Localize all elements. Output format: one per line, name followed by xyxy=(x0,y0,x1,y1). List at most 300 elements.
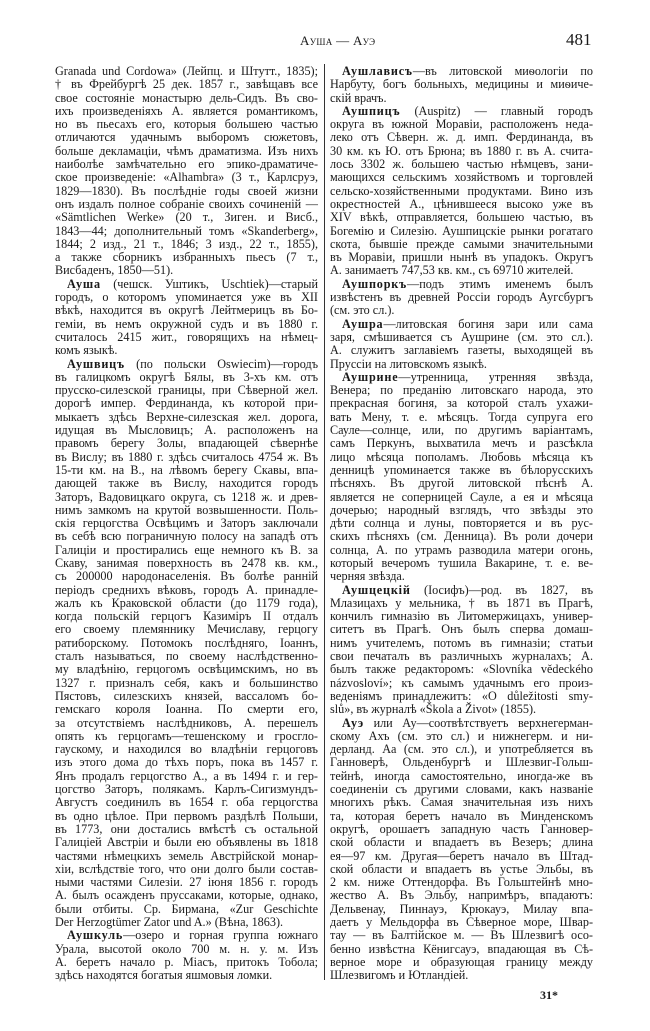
line-text: (см. это сл.). xyxy=(330,303,395,318)
line-text: (по польски Oswiecim)—городъ xyxy=(124,356,318,371)
text-line xyxy=(330,517,593,530)
line-text: нимъ замкомъ на крутой возвышенности. Поль- xyxy=(55,502,318,517)
line-text: считалось 2415 жит., говорящихъ на нѣмец- xyxy=(55,329,318,344)
line-text: му владѣнію, герцогомъ освѣцимскимъ, но въ xyxy=(55,662,318,677)
line-text: вать Мену, т. е. мѣсяцъ. Тогда супруга его xyxy=(330,409,593,424)
text-line xyxy=(330,504,593,517)
text-line xyxy=(55,278,318,291)
line-text: Галиціи и простирались еще немного къ В. за xyxy=(55,542,318,557)
text-line xyxy=(330,929,593,942)
running-title: Ауша — Ауэ xyxy=(300,33,376,48)
text-line xyxy=(330,437,593,450)
line-text: та, которая беретъ начало въ Минденскомъ xyxy=(330,808,593,823)
text-line xyxy=(55,584,318,597)
dictionary-entry xyxy=(330,105,593,278)
text-line xyxy=(55,504,318,517)
text-line xyxy=(55,92,318,105)
text-line xyxy=(330,677,593,690)
text-line xyxy=(55,650,318,663)
line-text: 1829—1830). Въ послѣдніе годы своей жизни xyxy=(55,183,318,198)
line-text: свое состояніе монастырю дель-Сидъ. Въ сво- xyxy=(55,90,318,105)
text-line xyxy=(55,118,318,131)
line-text: въ Вислу; въ 1880 г. здѣсь считалось 4754 ж. Въ xyxy=(55,449,318,464)
line-text: ными частями Силезіи. 27 іюня 1856 г. городъ xyxy=(55,875,318,890)
line-text: Сауле—солнце, или, по другимъ варіантамъ, xyxy=(330,423,593,438)
line-text: комъ языкѣ. xyxy=(55,343,118,358)
line-text: Янъ продалъ герцогство А., а въ 1494 г. и гер- xyxy=(55,768,318,783)
line-text: Венера; по преданію литовскаго народа, это xyxy=(330,383,593,398)
text-line xyxy=(55,158,318,171)
entry-headword: Аушрине xyxy=(342,369,399,384)
text-line xyxy=(330,623,593,636)
text-line xyxy=(330,105,593,118)
line-text: гаускому, и находился во владѣніи герцоговъ xyxy=(55,742,318,757)
line-text: гемскаго короля Іоанна. По смерти его, xyxy=(55,702,318,717)
text-line xyxy=(55,730,318,743)
line-text: názvosloví»; къ самымъ удачнымъ его произ- xyxy=(330,675,593,690)
line-text: въ 1773, они достались вмѣстѣ съ остальной xyxy=(55,821,318,836)
line-text: скота, бывшіе прежде самыми значительными xyxy=(330,236,593,251)
text-line xyxy=(55,331,318,344)
line-text: многихъ рѣкъ. Самая значительная изъ нихъ xyxy=(330,795,593,810)
line-text: жество А. Въ Эльбу, напримѣръ, впадаютъ: xyxy=(330,888,593,903)
text-line xyxy=(330,238,593,251)
line-text: за отсутствіемъ наслѣдниковъ, А. перешелъ xyxy=(55,715,318,730)
text-line xyxy=(330,969,593,982)
printer-signature: 31* xyxy=(540,988,558,1002)
line-text: тейнѣ, иногда самостоятельно, иногда-же въ xyxy=(330,768,593,783)
line-text: были отбиты. Ср. Бирмана, «Zur Geschichte xyxy=(55,901,318,916)
line-text: скій врачъ. xyxy=(330,90,387,105)
text-line xyxy=(330,956,593,969)
text-line xyxy=(330,730,593,743)
text-line xyxy=(330,796,593,809)
text-line xyxy=(330,823,593,836)
text-line xyxy=(330,344,593,357)
text-line xyxy=(55,916,318,929)
line-text: сталъ называться, по своему наслѣдственно- xyxy=(55,649,318,664)
line-text: А. былъ осажденъ пруссаками, которые, однако, xyxy=(55,888,318,903)
line-text: вѣкѣ, находится въ округѣ Лейтмерицъ въ Бо- xyxy=(55,303,318,318)
text-line xyxy=(330,943,593,956)
line-text: Пруссіи на литовскомъ языкѣ. xyxy=(330,356,487,371)
text-line xyxy=(330,92,593,105)
line-text: дерланд. Аа (см. это сл.), и употребляется въ xyxy=(330,742,593,757)
line-text: Богемію и Силезію. Аушпицскіе рынки рогатаго xyxy=(330,223,593,238)
text-line xyxy=(55,690,318,703)
dictionary-entry xyxy=(55,358,318,930)
line-text: Висбаденъ, 1850—51). xyxy=(55,263,174,278)
text-line xyxy=(55,65,318,78)
text-line xyxy=(55,264,318,277)
text-line xyxy=(55,677,318,690)
column-divider xyxy=(324,64,325,980)
text-line xyxy=(330,610,593,623)
text-line xyxy=(330,863,593,876)
line-text: —озеро и горная группа южнаго xyxy=(123,928,318,943)
line-text: † въ Фрейбургѣ 25 дек. 1857 г., завѣщавъ все xyxy=(55,77,318,92)
line-text: солнца, А. по утрамъ разводила матери огонь, xyxy=(330,542,593,557)
line-text: —литовская богиня зари или сама xyxy=(383,316,593,331)
text-line xyxy=(55,623,318,636)
line-text: окрестностей А., цѣнившееся высоко уже въ xyxy=(330,196,593,211)
text-line xyxy=(55,557,318,570)
text-line xyxy=(330,251,593,264)
text-line xyxy=(330,331,593,344)
text-line xyxy=(330,278,593,291)
line-text: въ Моравіи, пришли нынѣ въ упадокъ. Округъ xyxy=(330,250,593,265)
line-text: даетъ у Мельдорфа въ Сѣверное море, Швар- xyxy=(330,915,593,929)
line-text: лицо мѣсяца пополамъ. Любовь мѣсяца къ xyxy=(330,449,593,464)
text-line xyxy=(330,491,593,504)
line-text: въ себѣ всю пограничную полосу на западѣ отъ xyxy=(55,529,318,544)
entry-headword: Аушпоркъ xyxy=(342,276,407,291)
text-line xyxy=(55,211,318,224)
text-line xyxy=(55,477,318,490)
text-line xyxy=(55,171,318,184)
line-text: наиболѣе замѣчательно его эпико-драматиче- xyxy=(55,157,318,172)
text-line xyxy=(55,344,318,357)
line-text: или Ау—соотвѣтствуетъ верхнегерман- xyxy=(363,715,593,730)
text-line xyxy=(55,464,318,477)
text-line xyxy=(330,464,593,477)
line-text: А. занимаетъ 747,53 кв. км., съ 69710 жителей. xyxy=(330,263,574,278)
entry-headword: Аушра xyxy=(342,316,384,331)
text-line xyxy=(55,251,318,264)
text-line xyxy=(330,544,593,557)
text-line xyxy=(330,903,593,916)
line-text: А. служитъ заглавіемъ газеты, выходящей въ xyxy=(330,343,593,358)
line-text: —въ литовской миѳологіи по xyxy=(412,64,593,78)
text-line xyxy=(55,225,318,238)
left-column xyxy=(55,65,318,982)
text-line xyxy=(330,78,593,91)
line-text: Млазицахъ у мельника, † въ 1871 въ Прагѣ, xyxy=(330,595,593,610)
line-text: самъ Перкунъ, выхватила мечъ и разсѣкла xyxy=(330,436,593,451)
text-line xyxy=(330,384,593,397)
dictionary-entry xyxy=(55,929,318,982)
text-line xyxy=(55,783,318,796)
line-text: дочерью; народный взглядъ, что звѣзды это xyxy=(330,502,593,517)
line-text: тау — въ Балтійское м. — Въ Шлезвигѣ осо- xyxy=(330,928,593,943)
text-line xyxy=(330,650,593,663)
line-text: онъ издалъ полное собраніе своихъ сочиненій — xyxy=(55,196,318,211)
line-text: Скаву, занимая поверхность въ 2478 кв. км., xyxy=(55,555,318,570)
line-text: сельско-хозяйственными продуктами. Вино изъ xyxy=(330,183,593,198)
line-text: ихъ произведеніяхъ А. является романтикомъ, xyxy=(55,103,318,118)
line-text: когда польскій герцогъ Казиміръ II отдалъ xyxy=(55,609,318,624)
dictionary-entry xyxy=(55,278,318,358)
line-text: частями нѣмецкихъ земель Австрійской монар- xyxy=(55,848,318,863)
text-line xyxy=(330,570,593,583)
text-line xyxy=(330,131,593,144)
line-text: мыкаетъ здѣсь Верхне-силезская жел. дорога, xyxy=(55,409,318,424)
text-line xyxy=(330,185,593,198)
entry-headword: Аушвицъ xyxy=(67,356,125,371)
text-line xyxy=(55,903,318,916)
text-line xyxy=(55,198,318,211)
text-line xyxy=(55,823,318,836)
line-text: бенно извѣстна Кёнигсауэ, впадающая въ Сѣ- xyxy=(330,941,593,956)
line-text: (Іосифъ)—род. въ 1827, въ xyxy=(410,582,593,597)
text-line xyxy=(330,318,593,331)
line-text: пѣсняхъ. Въ другой литовской пѣснѣ А. xyxy=(330,476,593,491)
text-line xyxy=(55,131,318,144)
line-text: Der Herzogtümer Zator und A.» (Вѣна, 1863). xyxy=(55,915,284,929)
text-line xyxy=(330,557,593,570)
text-line xyxy=(330,358,593,371)
line-text: Галиціей Австріи и были ею объявлены въ 1818 xyxy=(55,835,318,850)
line-text: А. беретъ начало р. Міасъ, притокъ Тобола; xyxy=(55,954,318,969)
line-text: здѣсь находятся богатыя яшмовыя ломки. xyxy=(55,968,273,983)
text-line xyxy=(330,304,593,317)
entry-headword: Ауэ xyxy=(342,715,364,730)
text-line xyxy=(330,451,593,464)
line-text: округѣ, орошаетъ западную часть Ганновер- xyxy=(330,821,593,836)
text-line xyxy=(330,703,593,716)
text-line xyxy=(55,836,318,849)
text-line xyxy=(55,491,318,504)
line-text: Пястовъ, силезскихъ князей, вассаломъ бо- xyxy=(55,688,318,703)
line-text: жалъ къ Краковской области (до 1179 года), xyxy=(55,595,318,610)
text-line xyxy=(55,796,318,809)
line-text: скихъ пѣсняхъ (см. Денница). Въ роли дочери xyxy=(330,529,593,544)
line-text: Урала, высотой около 700 м. н. у. м. Изъ xyxy=(55,941,318,956)
line-text: черняя звѣзда. xyxy=(330,569,405,584)
text-line xyxy=(330,916,593,929)
text-line xyxy=(55,78,318,91)
line-text: геміи, въ немъ окружной судъ и въ 1880 г. xyxy=(55,316,318,331)
text-line xyxy=(55,610,318,623)
text-line xyxy=(55,318,318,331)
dictionary-entry xyxy=(330,371,593,584)
text-line xyxy=(330,889,593,902)
line-text: идущая въ Мысловицъ; А. расположенъ на xyxy=(55,423,318,438)
text-line xyxy=(330,171,593,184)
line-text: скія герцогства Освѣцимъ и Заторъ заключали xyxy=(55,516,318,531)
text-line xyxy=(330,783,593,796)
text-line xyxy=(330,477,593,490)
text-line xyxy=(330,158,593,171)
line-text: дѣти солнца и луны, повторяется и въ рус- xyxy=(330,516,593,531)
line-text: Заторъ, Вадовицкаго округа, съ 1218 ж. и древ- xyxy=(55,489,318,504)
line-text: денницѣ упоминается также въ бѣлорусскихъ xyxy=(330,462,593,477)
line-text: въ одно цѣлое. При первомъ раздѣлѣ Польши, xyxy=(55,808,318,823)
entry-continuation xyxy=(55,65,318,278)
text-line xyxy=(55,397,318,410)
text-line xyxy=(55,437,318,450)
line-text: опять къ герцогамъ—тешенскому и гросгло- xyxy=(55,728,318,743)
line-text: Августъ соединилъ въ 1654 г. оба герцогства xyxy=(55,795,318,810)
line-text: 1844; 2 изд., 21 т., 1846; 3 изд., 22 т., 1855), xyxy=(55,236,318,251)
text-line xyxy=(55,371,318,384)
text-line xyxy=(330,743,593,756)
line-text: мающихся сельскимъ хозяйствомъ и торговлей xyxy=(330,170,593,185)
line-text: верное море и образующая границу между xyxy=(330,954,593,969)
text-line xyxy=(55,384,318,397)
text-line xyxy=(330,584,593,597)
text-line xyxy=(55,145,318,158)
line-text: заря, смѣшивается съ Аушрине (см. это сл.). xyxy=(330,329,593,344)
text-line xyxy=(55,703,318,716)
line-text: правомъ берегу Золы, впадающей сѣвернѣе xyxy=(55,436,318,451)
line-text: соединеніи съ другими словами, какъ названіе xyxy=(330,782,593,797)
line-text: дорогѣ импер. Фердинанда, къ которой при- xyxy=(55,396,318,411)
text-line xyxy=(330,424,593,437)
dictionary-entry xyxy=(330,65,593,105)
line-text: прекрасная богиня, за которой сталъ ухажи- xyxy=(330,396,593,411)
text-line xyxy=(55,238,318,251)
text-line xyxy=(55,637,318,650)
text-line xyxy=(330,397,593,410)
text-line xyxy=(55,663,318,676)
text-line xyxy=(330,291,593,304)
text-line xyxy=(330,198,593,211)
line-text: свои печаталъ въ различныхъ журналахъ; А. xyxy=(330,649,593,664)
text-line xyxy=(55,451,318,464)
line-text: отличаются удачнымъ выборомъ сюжетовъ, xyxy=(55,130,318,145)
line-text: 15-ти км. на В., на лѣвомъ берегу Скавы, впа- xyxy=(55,462,318,477)
line-text: прусско-силезской границы, при Сѣверной жел. xyxy=(55,383,318,398)
text-line xyxy=(55,358,318,371)
text-line xyxy=(55,570,318,583)
page-number: 481 xyxy=(566,30,592,49)
dictionary-entry xyxy=(330,717,593,983)
line-text: больше декламаціи, чѣмъ драматизма. Изъ нихъ xyxy=(55,143,318,158)
text-line xyxy=(55,291,318,304)
line-text: «Sämtlichen Werke» (20 т., Зиген. и Висб., xyxy=(55,210,318,225)
line-text: городъ, о которомъ упоминается уже въ XII xyxy=(55,290,318,305)
line-text: а также сборникъ избранныхъ пьесъ (7 т., xyxy=(55,250,318,265)
line-text: хіи, вслѣдствіе того, что они долго были состав- xyxy=(55,861,318,876)
line-text: дающей также въ Вислу, находится городъ xyxy=(55,476,318,491)
text-line xyxy=(55,810,318,823)
text-line xyxy=(55,756,318,769)
text-line xyxy=(330,770,593,783)
text-line xyxy=(55,943,318,956)
line-text: XIV вѣкѣ, отправляется, большею частью, въ xyxy=(330,210,593,225)
entry-headword: Ауша xyxy=(67,276,101,291)
line-text: —утренница, утренняя звѣзда, xyxy=(398,369,593,384)
text-line xyxy=(330,756,593,769)
text-line xyxy=(55,876,318,889)
entry-headword: Аушцецкій xyxy=(342,582,411,597)
text-line xyxy=(55,424,318,437)
text-line xyxy=(55,304,318,317)
dictionary-entry xyxy=(330,584,593,717)
text-line xyxy=(55,185,318,198)
line-text: лось 3302 ж. большею частью нѣмцевъ, зани- xyxy=(330,157,593,172)
line-text: ской области и впадаетъ въ устье Эльбы, въ xyxy=(330,861,593,876)
text-line xyxy=(330,118,593,131)
line-text: 1327 г. призналъ себя, какъ и большинство xyxy=(55,675,318,690)
text-line xyxy=(330,836,593,849)
line-text: ское произведеніе: «Alhambra» (3 т., Карлсруэ, xyxy=(55,170,318,185)
running-head xyxy=(0,30,650,53)
text-line xyxy=(330,530,593,543)
text-line xyxy=(55,863,318,876)
line-text: цогство Заторъ, полякамъ. Карлъ-Сигизмундъ- xyxy=(55,782,318,797)
line-text: періодъ среднихъ вѣковъ, городъ А. принадле- xyxy=(55,582,318,597)
text-line xyxy=(330,810,593,823)
text-line xyxy=(55,517,318,530)
line-text: леко отъ Сѣверн. ж. д. имп. Фердинанда, въ xyxy=(330,130,593,145)
entry-headword: Аушлависъ xyxy=(342,64,413,78)
line-text: ратиборскому. Потомокъ послѣдняго, Іоаннъ, xyxy=(55,635,318,650)
text-line xyxy=(55,105,318,118)
line-text: slů», въ журналѣ «Škola a Život» (1855). xyxy=(330,702,537,717)
text-line xyxy=(55,717,318,730)
text-line xyxy=(330,145,593,158)
line-text: Дельвенау, Пиннауэ, Крюкауэ, Милау впа- xyxy=(330,901,593,916)
entry-headword: Аушкуль xyxy=(67,928,124,943)
line-text: веденіямъ принадлежитъ: «O důležitosti smy- xyxy=(330,688,593,703)
line-text: изъ этого дома до тѣхъ поръ, пока въ 1457 г. xyxy=(55,755,318,770)
right-column xyxy=(330,65,593,982)
text-line xyxy=(330,876,593,889)
text-line xyxy=(330,264,593,277)
line-text: Granada und Cordowa» (Лейпц. и Штутт., 1835); xyxy=(55,64,318,78)
line-text: 30 км. къ Ю. отъ Брюна; въ 1880 г. въ А. счита- xyxy=(330,143,593,158)
text-line xyxy=(330,597,593,610)
line-text: но въ пьесахъ его, которыя большею частью xyxy=(55,117,318,132)
entry-headword: Аушпицъ xyxy=(342,103,401,118)
text-line xyxy=(55,544,318,557)
text-line xyxy=(330,211,593,224)
text-line xyxy=(55,530,318,543)
line-text: его своему племяннику Мечиславу, герцогу xyxy=(55,622,318,637)
line-text: (Auspitz) — главный городъ xyxy=(400,103,593,118)
text-line xyxy=(55,411,318,424)
line-text: который вечеромъ тушила Вакарине, т. е. ве- xyxy=(330,555,593,570)
text-line xyxy=(55,770,318,783)
line-text: 1843—44; дополнительный томъ «Skanderberg», xyxy=(55,223,318,238)
line-text: ской области и впадаетъ въ Везеръ; длина xyxy=(330,835,593,850)
dictionary-entry xyxy=(330,318,593,371)
text-line xyxy=(330,717,593,730)
line-text: нимъ учителемъ, потомъ въ гимназіи; статьи xyxy=(330,635,593,650)
text-line xyxy=(330,65,593,78)
line-text: извѣстенъ въ древней Россіи городъ Аугсбургъ xyxy=(330,290,593,305)
text-line xyxy=(330,663,593,676)
text-line xyxy=(55,969,318,982)
line-text: является не соперницей Сауле, а ея и мѣсяца xyxy=(330,489,593,504)
text-line xyxy=(55,597,318,610)
text-line xyxy=(55,850,318,863)
line-text: кончилъ гимназію въ Литомержицахъ, универ- xyxy=(330,609,593,624)
line-text: округа въ южной Моравіи, расположенъ неда- xyxy=(330,117,593,132)
text-line xyxy=(330,637,593,650)
text-line xyxy=(330,411,593,424)
line-text: Ганноверѣ, Ольденбургѣ и Шлезвиг-Гольш- xyxy=(330,755,593,770)
line-text: скому Ахъ (см. это сл.) и нижнегерм. и ни- xyxy=(330,728,593,743)
text-line xyxy=(330,371,593,384)
dictionary-entry xyxy=(330,278,593,318)
line-text: Шлезвигомъ и Ютландіей. xyxy=(330,968,469,983)
line-text: Нарбуту, богъ больныхъ, медицины и миѳиче- xyxy=(330,77,593,92)
text-line xyxy=(55,889,318,902)
line-text: былъ также редакторомъ: «Slovníka vědeckého xyxy=(330,662,593,677)
line-text: съ 200000 народонаселенія. Въ болѣе ранній xyxy=(55,569,318,584)
text-line xyxy=(55,743,318,756)
text-line xyxy=(330,690,593,703)
line-text: ея—97 км. Другая—беретъ начало въ Штад- xyxy=(330,848,593,863)
line-text: ситетъ въ Прагѣ. Онъ былъ сперва домаш- xyxy=(330,622,593,637)
line-text: —подъ этимъ именемъ былъ xyxy=(407,276,593,291)
text-line xyxy=(330,225,593,238)
text-line xyxy=(55,956,318,969)
line-text: въ галицкомъ округѣ Бялы, въ 3-хъ км. отъ xyxy=(55,369,318,384)
